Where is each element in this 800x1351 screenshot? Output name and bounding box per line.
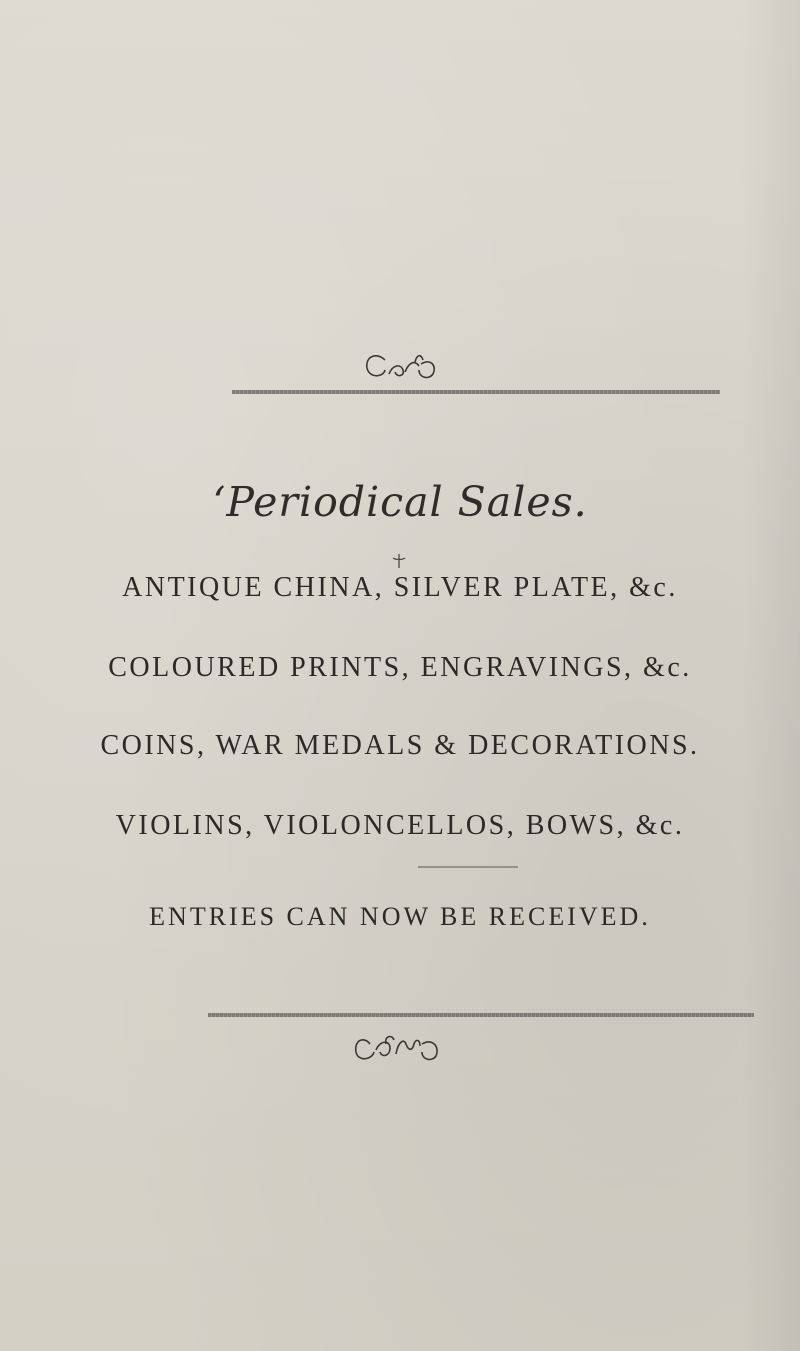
fleuron-icon [390, 552, 408, 570]
sale-category-violins: VIOLINS, VIOLONCELLOS, BOWS, &c. [115, 810, 685, 841]
sale-category-coins: COINS, WAR MEDALS & DECORATIONS. [100, 730, 700, 761]
sale-category-china: ANTIQUE CHINA, SILVER PLATE, &c. [122, 572, 678, 603]
entries-notice: ENTRIES CAN NOW BE RECEIVED. [149, 902, 651, 931]
top-scroll-ornament-icon [0, 350, 800, 384]
bottom-divider-rule [208, 1013, 754, 1017]
bottom-scroll-ornament-icon [0, 1030, 800, 1068]
short-divider [418, 866, 518, 868]
sale-category-prints: COLOURED PRINTS, ENGRAVINGS, &c. [108, 652, 692, 683]
page-title: ‘Periodical Sales. [212, 478, 588, 526]
top-divider-rule [232, 390, 720, 394]
